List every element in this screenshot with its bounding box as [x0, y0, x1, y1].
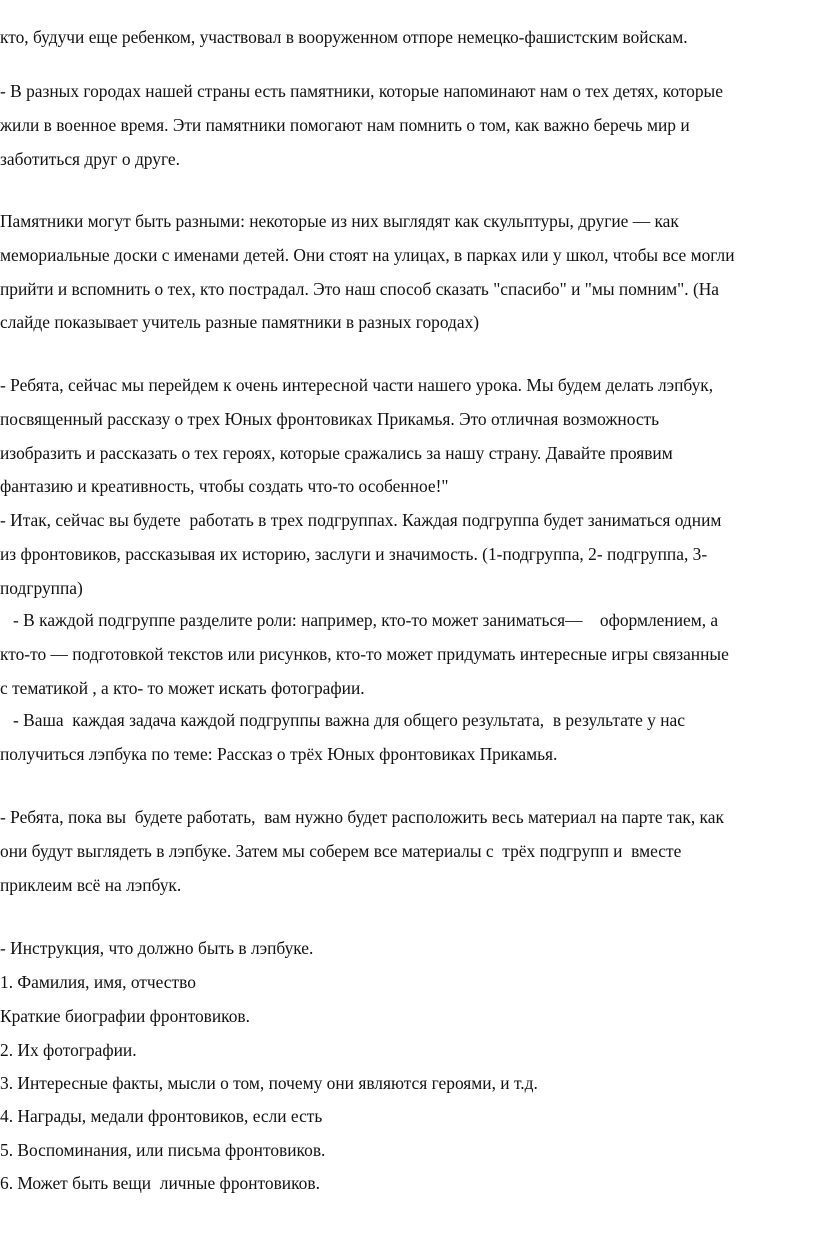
text-line: - В разных городах нашей страны есть памятники, которые напоминают нам о тех детях, которые: [0, 81, 723, 101]
text-line: - Ребята, сейчас мы перейдем к очень интересной части нашего урока. Мы будем делать лэпбук,: [0, 375, 714, 395]
text-line: изобразить и рассказать о тех героях, которые сражались за нашу страну. Давайте проявим: [0, 443, 673, 463]
text-line: - Ребята, пока вы будете работать, вам нужно будет расположить весь материал на парте так, как: [0, 807, 724, 827]
text-line: фантазию и креативность, чтобы создать что-то особенное!": [0, 476, 449, 496]
text-line: Памятники могут быть разными: некоторые из них выглядят как скульптуры, другие — как: [0, 211, 679, 231]
text-line: получиться лэпбука по теме: Рассказ о трёх Юных фронтовиках Прикамья.: [0, 744, 558, 764]
list-item: 4. Награды, медали фронтовиков, если есть: [0, 1106, 323, 1126]
text-line: жили в военное время. Эти памятники помогают нам помнить о том, как важно беречь мир и: [0, 115, 690, 135]
text-line: кто, будучи еще ребенком, участвовал в вооруженном отпоре немецко-фашистским войскам.: [0, 27, 688, 47]
text-line: прийти и вспомнить о тех, кто пострадал. Это наш способ сказать "спасибо" и "мы помним". (На: [0, 279, 720, 299]
text-line: - Ваша каждая задача каждой подгруппы важна для общего результата, в результате у нас: [0, 710, 685, 730]
text-line: они будут выглядеть в лэпбуке. Затем мы соберем все материалы с трёх подгрупп и вместе: [0, 841, 682, 861]
text-line: посвященный рассказу о трех Юных фронтовиках Прикамья. Это отличная возможность: [0, 409, 660, 429]
list-item: 5. Воспоминания, или письма фронтовиков.: [0, 1140, 326, 1160]
text-line: заботиться друг о друге.: [0, 149, 180, 169]
text-line: кто-то — подготовкой текстов или рисунков, кто-то может придумать интересные игры связанные: [0, 644, 729, 664]
text-line: мемориальные доски с именами детей. Они стоят на улицах, в парках или у школ, чтобы все могли: [0, 245, 735, 265]
text-line: с тематикой , а кто- то может искать фотографии.: [0, 678, 365, 698]
text-line: - Итак, сейчас вы будете работать в трех подгруппах. Каждая подгруппа будет заниматься одним: [0, 510, 722, 530]
list-item: 6. Может быть вещи личные фронтовиков.: [0, 1173, 320, 1193]
text-line: - Инструкция, что должно быть в лэпбуке.: [0, 938, 314, 958]
text-line: из фронтовиков, рассказывая их историю, заслуги и значимость. (1-подгруппа, 2- подгруппа, 3-: [0, 544, 708, 564]
list-item: 3. Интересные факты, мысли о том, почему они являются героями, и т.д.: [0, 1073, 538, 1093]
text-line: подгруппа): [0, 578, 83, 598]
text-line: Краткие биографии фронтовиков.: [0, 1006, 250, 1026]
text-line: слайде показывает учитель разные памятники в разных городах): [0, 312, 480, 332]
list-item: 2. Их фотографии.: [0, 1040, 137, 1060]
text-line: приклеим всё на лэпбук.: [0, 875, 182, 895]
list-item: 1. Фамилия, имя, отчество: [0, 972, 196, 992]
text-line: - В каждой подгруппе разделите роли: например, кто-то может заниматься— оформлением, а: [0, 610, 719, 630]
